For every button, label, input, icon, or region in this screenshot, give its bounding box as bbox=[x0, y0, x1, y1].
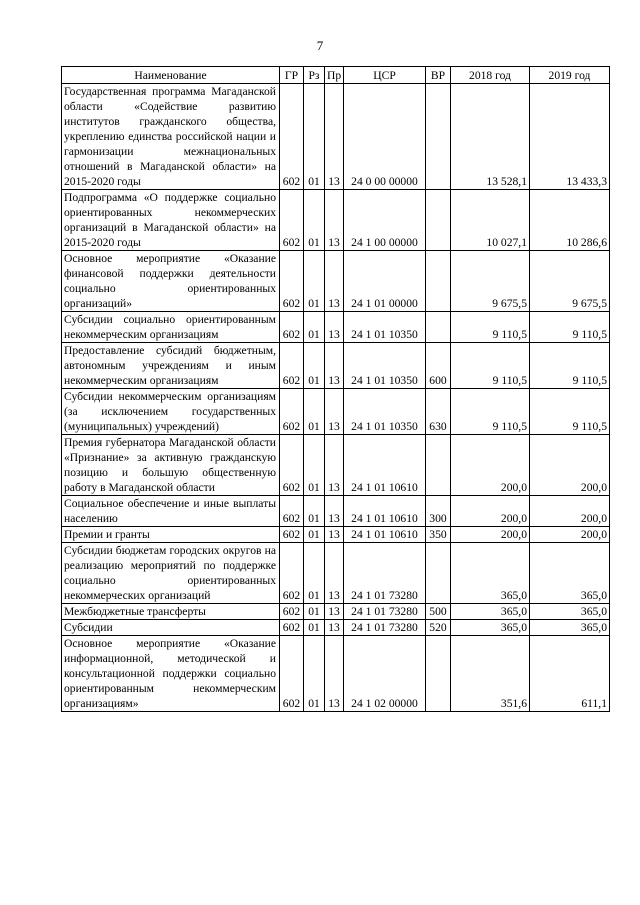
cell-csr: 24 1 01 00000 bbox=[344, 251, 426, 312]
cell-gr: 602 bbox=[280, 312, 304, 343]
cell-rz: 01 bbox=[304, 190, 325, 251]
cell-pr: 13 bbox=[325, 343, 344, 389]
cell-name: Премии и гранты bbox=[62, 527, 280, 543]
cell-vr bbox=[426, 435, 451, 496]
cell-vr bbox=[426, 543, 451, 604]
cell-vr bbox=[426, 190, 451, 251]
cell-2018: 9 110,5 bbox=[451, 312, 530, 343]
cell-csr: 24 0 00 00000 bbox=[344, 84, 426, 190]
cell-rz: 01 bbox=[304, 435, 325, 496]
cell-2018: 365,0 bbox=[451, 543, 530, 604]
cell-gr: 602 bbox=[280, 389, 304, 435]
cell-gr: 602 bbox=[280, 604, 304, 620]
header-vr: ВР bbox=[426, 67, 451, 84]
cell-name: Премия губернатора Магаданской области «Признание» за активную гражданскую позицию и большую общественную работу в Магаданской области bbox=[62, 435, 280, 496]
cell-gr: 602 bbox=[280, 543, 304, 604]
cell-2018: 200,0 bbox=[451, 435, 530, 496]
cell-gr: 602 bbox=[280, 527, 304, 543]
cell-gr: 602 bbox=[280, 190, 304, 251]
cell-pr: 13 bbox=[325, 435, 344, 496]
cell-pr: 13 bbox=[325, 251, 344, 312]
table-row bbox=[62, 251, 610, 312]
cell-csr: 24 1 01 73280 bbox=[344, 543, 426, 604]
cell-2018: 9 675,5 bbox=[451, 251, 530, 312]
cell-2019: 365,0 bbox=[530, 543, 610, 604]
cell-name: Социальное обеспечение и иные выплаты населению bbox=[62, 496, 280, 527]
cell-csr: 24 1 01 10350 bbox=[344, 389, 426, 435]
cell-2019: 200,0 bbox=[530, 435, 610, 496]
cell-pr: 13 bbox=[325, 527, 344, 543]
cell-name: Субсидии некоммерческим организациям (за исключением государственных (муниципальных) учреждений) bbox=[62, 389, 280, 435]
cell-2019: 611,1 bbox=[530, 636, 610, 712]
cell-2018: 13 528,1 bbox=[451, 84, 530, 190]
table-row bbox=[62, 435, 610, 496]
cell-gr: 602 bbox=[280, 636, 304, 712]
cell-gr: 602 bbox=[280, 435, 304, 496]
cell-rz: 01 bbox=[304, 636, 325, 712]
cell-2019: 10 286,6 bbox=[530, 190, 610, 251]
table-row bbox=[62, 389, 610, 435]
cell-csr: 24 1 01 73280 bbox=[344, 620, 426, 636]
cell-2019: 365,0 bbox=[530, 620, 610, 636]
cell-vr: 300 bbox=[426, 496, 451, 527]
page-number: 7 bbox=[316, 38, 324, 53]
cell-pr: 13 bbox=[325, 389, 344, 435]
cell-rz: 01 bbox=[304, 527, 325, 543]
cell-rz: 01 bbox=[304, 84, 325, 190]
cell-pr: 13 bbox=[325, 496, 344, 527]
header-2018: 2018 год bbox=[451, 67, 530, 84]
table-row bbox=[62, 620, 610, 636]
cell-csr: 24 1 01 73280 bbox=[344, 604, 426, 620]
cell-csr: 24 1 01 10350 bbox=[344, 312, 426, 343]
header-rz: Рз bbox=[304, 67, 325, 84]
cell-rz: 01 bbox=[304, 604, 325, 620]
cell-rz: 01 bbox=[304, 620, 325, 636]
cell-pr: 13 bbox=[325, 84, 344, 190]
cell-2019: 200,0 bbox=[530, 527, 610, 543]
cell-vr: 350 bbox=[426, 527, 451, 543]
cell-2018: 200,0 bbox=[451, 527, 530, 543]
table-row bbox=[62, 190, 610, 251]
table-row bbox=[62, 343, 610, 389]
header-gr: ГР bbox=[280, 67, 304, 84]
cell-rz: 01 bbox=[304, 543, 325, 604]
cell-2018: 365,0 bbox=[451, 620, 530, 636]
cell-rz: 01 bbox=[304, 496, 325, 527]
cell-gr: 602 bbox=[280, 496, 304, 527]
cell-vr: 500 bbox=[426, 604, 451, 620]
cell-vr: 520 bbox=[426, 620, 451, 636]
cell-name: Субсидии bbox=[62, 620, 280, 636]
cell-name: Государственная программа Магаданской области «Содействие развитию институтов гражданского общества, укреплению единства российской нации и гармонизации межнациональных отношений в Магаданской области» на 2015-2020 годы bbox=[62, 84, 280, 190]
cell-pr: 13 bbox=[325, 190, 344, 251]
cell-vr bbox=[426, 84, 451, 190]
cell-rz: 01 bbox=[304, 343, 325, 389]
cell-csr: 24 1 01 10610 bbox=[344, 527, 426, 543]
header-name: Наименование bbox=[62, 67, 280, 84]
cell-gr: 602 bbox=[280, 620, 304, 636]
cell-name: Предоставление субсидий бюджетным, автономным учреждениям и иным некоммерческим организациям bbox=[62, 343, 280, 389]
cell-2018: 351,6 bbox=[451, 636, 530, 712]
cell-2019: 9 675,5 bbox=[530, 251, 610, 312]
cell-2018: 10 027,1 bbox=[451, 190, 530, 251]
table-row bbox=[62, 636, 610, 712]
cell-name: Субсидии бюджетам городских округов на реализацию мероприятий по поддержке социально ориентированных некоммерческих организаций bbox=[62, 543, 280, 604]
table-row bbox=[62, 604, 610, 620]
cell-name: Подпрограмма «О поддержке социально ориентированных некоммерческих организаций в Магаданской области» на 2015-2020 годы bbox=[62, 190, 280, 251]
cell-gr: 602 bbox=[280, 251, 304, 312]
cell-2019: 200,0 bbox=[530, 496, 610, 527]
cell-vr bbox=[426, 636, 451, 712]
cell-vr: 600 bbox=[426, 343, 451, 389]
cell-rz: 01 bbox=[304, 251, 325, 312]
cell-csr: 24 1 00 00000 bbox=[344, 190, 426, 251]
cell-csr: 24 1 01 10350 bbox=[344, 343, 426, 389]
cell-pr: 13 bbox=[325, 620, 344, 636]
cell-rz: 01 bbox=[304, 312, 325, 343]
cell-pr: 13 bbox=[325, 312, 344, 343]
cell-2019: 9 110,5 bbox=[530, 312, 610, 343]
cell-csr: 24 1 02 00000 bbox=[344, 636, 426, 712]
header-2019: 2019 год bbox=[530, 67, 610, 84]
cell-2018: 200,0 bbox=[451, 496, 530, 527]
cell-csr: 24 1 01 10610 bbox=[344, 496, 426, 527]
table-row bbox=[62, 496, 610, 527]
cell-2018: 9 110,5 bbox=[451, 343, 530, 389]
cell-name: Субсидии социально ориентированным некоммерческим организациям bbox=[62, 312, 280, 343]
cell-gr: 602 bbox=[280, 343, 304, 389]
budget-table bbox=[61, 66, 610, 712]
cell-vr bbox=[426, 251, 451, 312]
cell-pr: 13 bbox=[325, 604, 344, 620]
header-csr: ЦСР bbox=[344, 67, 426, 84]
cell-name: Основное мероприятие «Оказание финансовой поддержки деятельности социально ориентированных организаций» bbox=[62, 251, 280, 312]
table-row bbox=[62, 527, 610, 543]
cell-2019: 13 433,3 bbox=[530, 84, 610, 190]
table-row bbox=[62, 312, 610, 343]
cell-name: Межбюджетные трансферты bbox=[62, 604, 280, 620]
cell-vr: 630 bbox=[426, 389, 451, 435]
cell-2019: 365,0 bbox=[530, 604, 610, 620]
cell-name: Основное мероприятие «Оказание информационной, методической и консультационной поддержки социально ориентированным некоммерческим организациям» bbox=[62, 636, 280, 712]
cell-pr: 13 bbox=[325, 636, 344, 712]
cell-2019: 9 110,5 bbox=[530, 389, 610, 435]
cell-pr: 13 bbox=[325, 543, 344, 604]
cell-2019: 9 110,5 bbox=[530, 343, 610, 389]
cell-2018: 9 110,5 bbox=[451, 389, 530, 435]
cell-gr: 602 bbox=[280, 84, 304, 190]
table-header-row bbox=[62, 67, 610, 84]
table-row bbox=[62, 84, 610, 190]
cell-vr bbox=[426, 312, 451, 343]
cell-csr: 24 1 01 10610 bbox=[344, 435, 426, 496]
header-pr: Пр bbox=[325, 67, 344, 84]
cell-2018: 365,0 bbox=[451, 604, 530, 620]
cell-rz: 01 bbox=[304, 389, 325, 435]
table-row bbox=[62, 543, 610, 604]
